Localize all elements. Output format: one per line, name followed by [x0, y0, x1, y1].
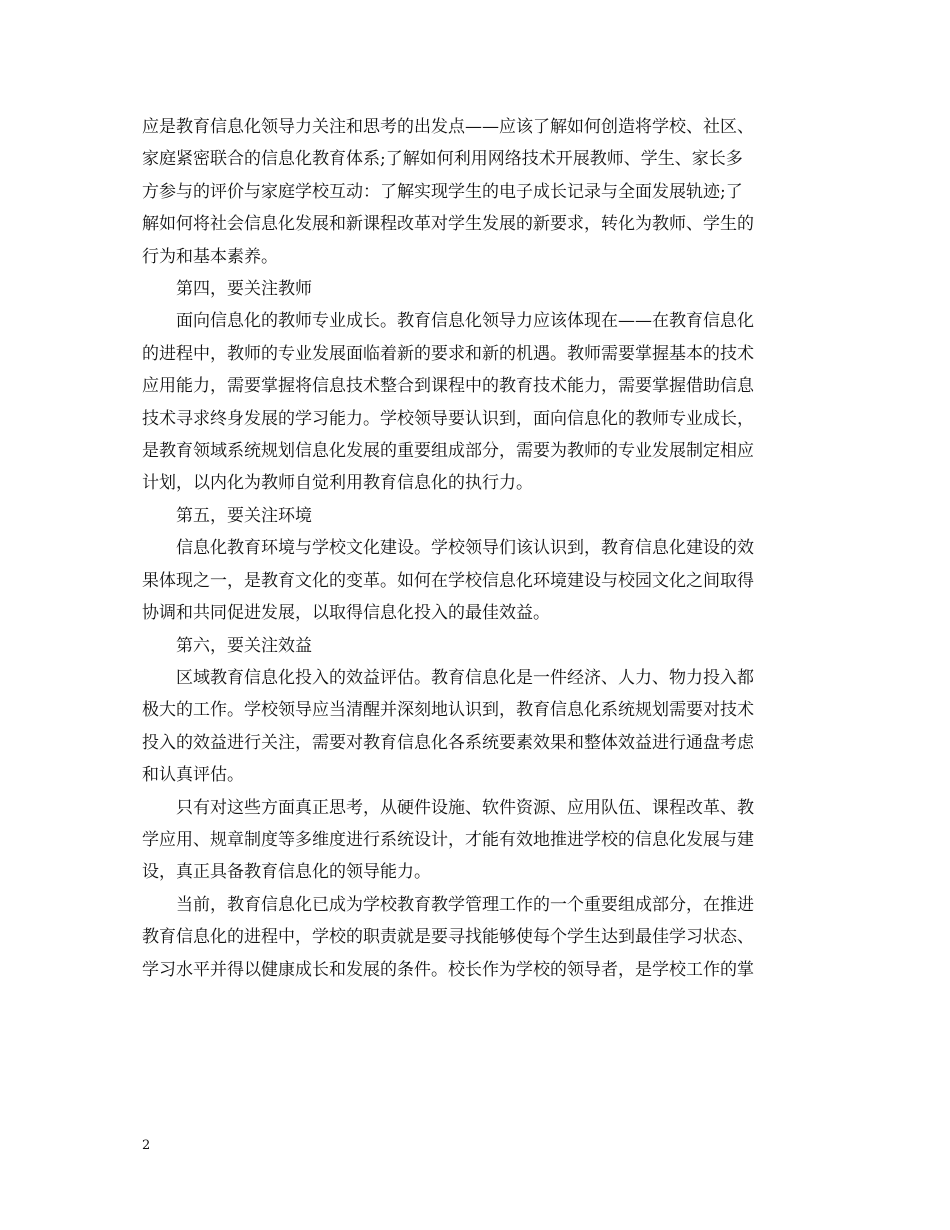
body-paragraph	[142, 662, 810, 792]
text-line: 信息化教育环境与学校文化建设。学校领导们该认识到，教育信息化建设的效	[176, 538, 754, 559]
body-paragraph	[142, 792, 810, 889]
text-line: 是教育领域系统规划信息化发展的重要组成部分，需要为教师的专业发展制定相应	[142, 441, 754, 462]
text-line: 极大的工作。学校领导应当清醒并深刻地认识到，教育信息化系统规划需要对技术	[142, 700, 754, 721]
body-paragraph	[142, 305, 810, 499]
document-body	[142, 111, 810, 986]
section-heading	[142, 630, 810, 662]
text-line: 只有对这些方面真正思考，从硬件设施、软件资源、应用队伍、课程改革、教	[176, 797, 754, 818]
text-line: 果体现之一，是教育文化的变革。如何在学校信息化环境建设与校园文化之间取得	[142, 570, 754, 591]
page-number: 2	[142, 1138, 151, 1153]
text-line: 解如何将社会信息化发展和新课程改革对学生发展的新要求，转化为教师、学生的	[142, 214, 754, 235]
text-line: 应是教育信息化领导力关注和思考的出发点——应该了解如何创造将学校、社区、	[142, 117, 754, 137]
text-line: 区域教育信息化投入的效益评估。教育信息化是一件经济、人力、物力投入都	[176, 667, 754, 688]
section-heading	[142, 273, 810, 305]
text-line: 和认真评估。	[142, 765, 244, 786]
text-line: 设，真正具备教育信息化的领导能力。	[142, 862, 431, 883]
text-line: 学应用、规章制度等多维度进行系统设计，才能有效地推进学校的信息化发展与建	[142, 829, 754, 850]
text-line: 面向信息化的教师专业成长。教育信息化领导力应该体现在——在教育信息化	[176, 311, 754, 332]
text-line: 第六，要关注效益	[176, 635, 312, 656]
body-paragraph	[142, 111, 810, 273]
text-line: 计划，以内化为教师自觉利用教育信息化的执行力。	[142, 473, 533, 494]
text-line: 学习水平并得以健康成长和发展的条件。校长作为学校的领导者，是学校工作的掌	[142, 959, 754, 980]
text-line: 方参与的评价与家庭学校互动：了解实现学生的电子成长记录与全面发展轨迹;了	[142, 181, 743, 202]
text-line: 的进程中，教师的专业发展面临着新的要求和新的机遇。教师需要掌握基本的技术	[142, 343, 754, 364]
section-heading	[142, 500, 810, 532]
text-line: 当前，教育信息化已成为学校教育教学管理工作的一个重要组成部分，在推进	[176, 894, 754, 915]
text-line: 第五，要关注环境	[176, 505, 312, 526]
text-line: 家庭紧密联合的信息化教育体系;了解如何利用网络技术开展教师、学生、家长多	[142, 149, 743, 170]
text-line: 协调和共同促进发展，以取得信息化投入的最佳效益。	[142, 603, 550, 624]
body-paragraph	[142, 889, 810, 986]
body-paragraph	[142, 532, 810, 629]
text-line: 行为和基本素养。	[142, 246, 278, 267]
text-line: 教育信息化的进程中，学校的职责就是要寻找能够使每个学生达到最佳学习状态、	[142, 927, 754, 948]
text-line: 投入的效益进行关注，需要对教育信息化各系统要素效果和整体效益进行通盘考虑	[142, 732, 754, 753]
text-line: 第四，要关注教师	[176, 279, 312, 300]
text-line: 技术寻求终身发展的学习能力。学校领导要认识到，面向信息化的教师专业成长，	[142, 408, 754, 429]
text-line: 应用能力，需要掌握将信息技术整合到课程中的教育技术能力，需要掌握借助信息	[142, 376, 754, 397]
